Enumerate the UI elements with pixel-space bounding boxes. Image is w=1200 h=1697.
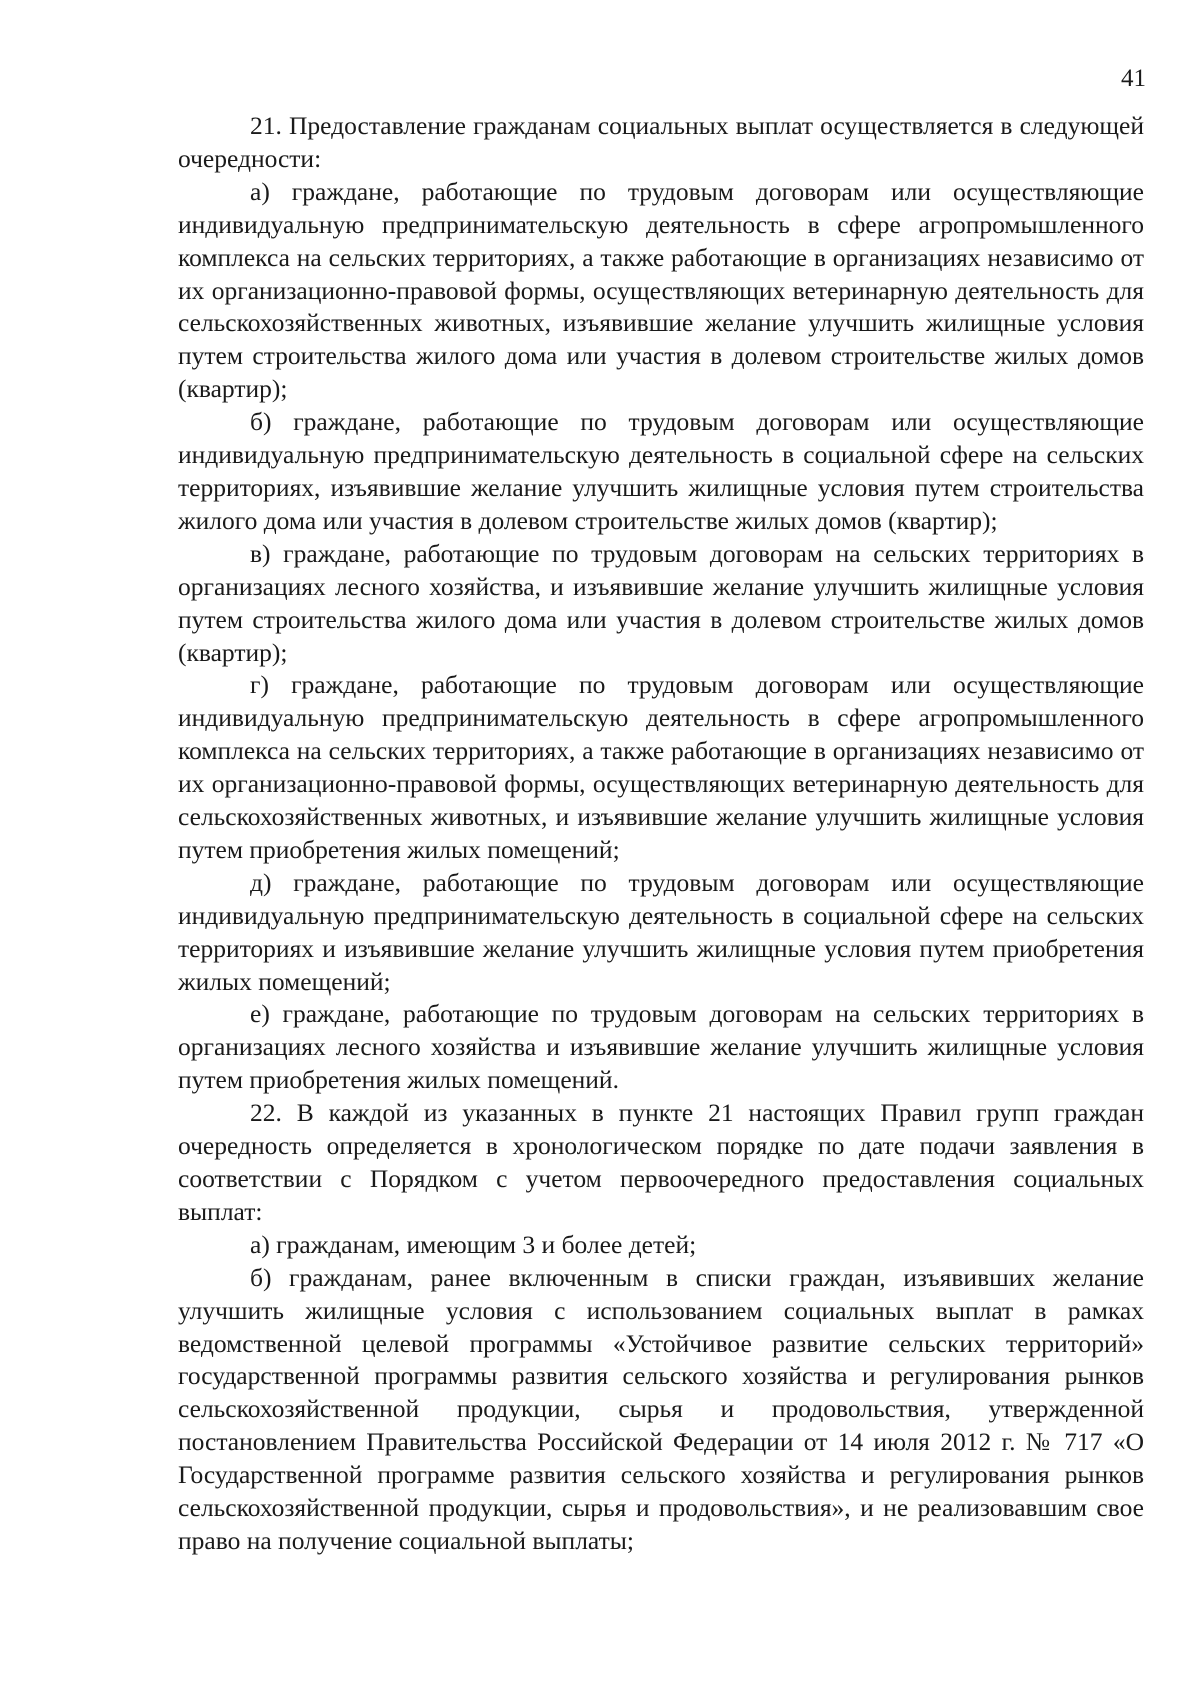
paragraph-21-a: а) граждане, работающие по трудовым договорам или осуществляющие индивидуальную предпринимательскую деятельность в сфере агропромышленного комплекса на сельских территориях, а также работающие в организациях независимо от их организационно-правовой формы, осуществляющих ветеринарную деятельность для сельскохозяйственных животных, изъявившие желание улучшить жилищные условия путем строительства жилого дома или участия в долевом строительстве жилых домов (квартир);	[178, 176, 1144, 404]
paragraph-21-b: б) граждане, работающие по трудовым договорам или осуществляющие индивидуальную предпринимательскую деятельность в социальной сфере на сельских территориях, изъявившие желание улучшить жилищные условия путем строительства жилого дома или участия в долевом строительстве жилых домов (квартир);	[178, 407, 1144, 535]
paragraph-21-e: е) граждане, работающие по трудовым договорам на сельских территориях в организациях лесного хозяйства и изъявившие желание улучшить жилищные условия путем приобретения жилых помещений.	[178, 999, 1144, 1095]
paragraph-22-a: а) гражданам, имеющим 3 и более детей;	[250, 1229, 697, 1259]
paragraph-22-b: б) гражданам, ранее включенным в списки граждан, изъявивших желание улучшить жилищные условия с использованием социальных выплат в рамках ведомственной целевой программы «Устойчивое развитие сельских территорий» государственной программы развития сельского хозяйства и регулирования рынков сельскохозяйственной продукции, сырья и продовольствия, утвержденной постановлением Правительства Российской Федерации от 14 июля 2012 г. № 717 «О Государственной программе развития сельского хозяйства и регулирования рынков сельскохозяйственной продукции, сырья и продовольствия», и не реализовавшим свое право на получение социальной выплаты;	[178, 1262, 1144, 1555]
paragraph-21-d: д) граждане, работающие по трудовым договорам или осуществляющие индивидуальную предпринимательскую деятельность в социальной сфере на сельских территориях и изъявившие желание улучшить жилищные условия путем приобретения жилых помещений;	[178, 867, 1144, 996]
paragraph-22-intro: 22. В каждой из указанных в пункте 21 настоящих Правил групп граждан очередность определяется в хронологическом порядке по дате подачи заявления в соответствии с Порядком с учетом первоочередного предоставления социальных выплат:	[178, 1098, 1144, 1226]
paragraph-21-g: г) граждане, работающие по трудовым договорам или осуществляющие индивидуальную предпринимательскую деятельность в сфере агропромышленного комплекса на сельских территориях, а также работающие в организациях независимо от их организационно-правовой формы, осуществляющих ветеринарную деятельность для сельскохозяйственных животных, и изъявившие желание улучшить жилищные условия путем приобретения жилых помещений;	[178, 670, 1144, 864]
paragraph-21-v: в) граждане, работающие по трудовым договорам на сельских территориях в организациях лесного хозяйства, и изъявившие желание улучшить жилищные условия путем строительства жилого дома или участия в долевом строительстве жилых домов (квартир);	[178, 538, 1144, 667]
document-body	[178, 110, 1144, 1558]
paragraph-21-intro: 21. Предоставление гражданам социальных выплат осуществляется в следующей очередности:	[178, 111, 1144, 173]
page-number: 41	[1121, 65, 1146, 92]
